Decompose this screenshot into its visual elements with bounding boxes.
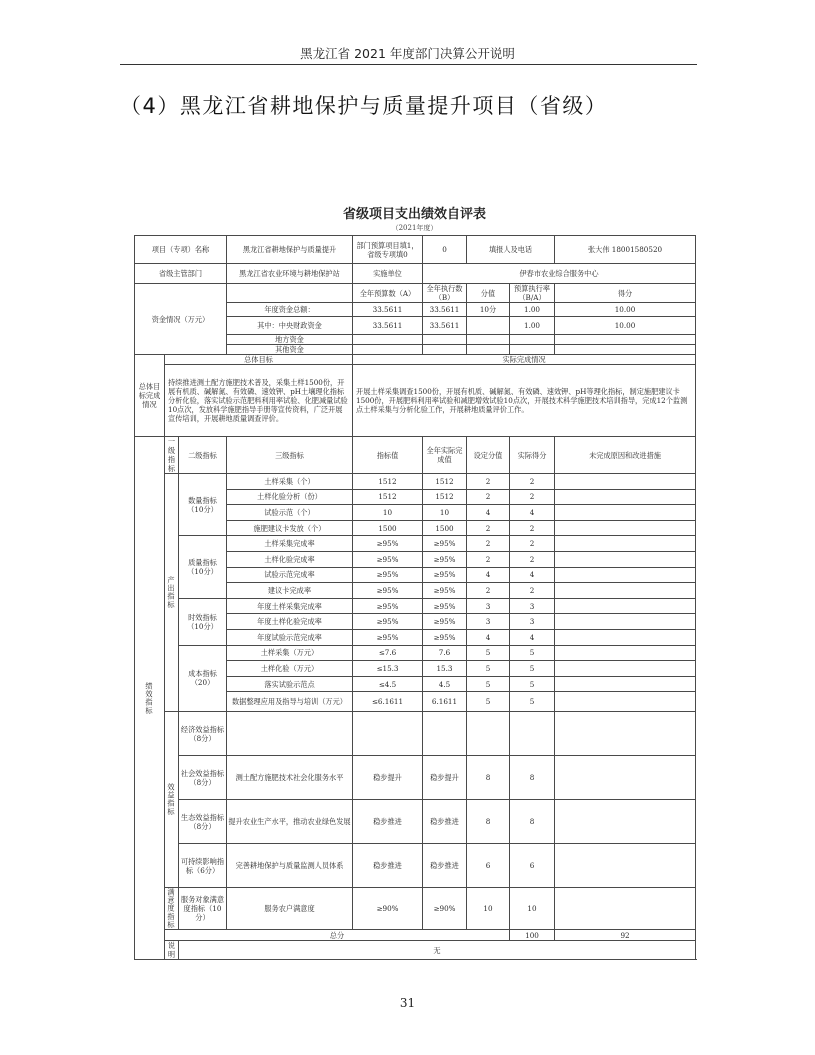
contact-value: 张大伟 18001580520 (555, 236, 696, 264)
indicator-reason (555, 583, 696, 599)
indicator-reason (555, 712, 696, 756)
indicator-actual: ≥95% (423, 598, 467, 614)
table-row (135, 844, 696, 888)
indicator-target: 1512 (353, 474, 423, 490)
indicator-target: 稳步提升 (353, 756, 423, 800)
funds-label: 资金情况（万元） (135, 284, 227, 355)
indicator-actual: 1512 (423, 474, 467, 490)
indicator-target: ≥95% (353, 536, 423, 552)
col-target: 指标值 (353, 437, 423, 474)
indicator-name: 土样采集完成率 (227, 536, 353, 552)
col-reason: 未完成原因和改进措施 (555, 437, 696, 474)
col-level1: 一级指标 (165, 437, 179, 474)
running-header: 黑龙江省 2021 年度部门决算公开说明 (300, 46, 515, 61)
performance-table (134, 235, 696, 960)
indicator-name: 土样采集（个） (227, 474, 353, 490)
notes-label: 说明 (165, 941, 179, 960)
fund-b: 33.5611 (423, 303, 467, 317)
indicator-target: ≤7.6 (353, 645, 423, 661)
indicator-name: 完善耕地保护与质量监测人员体系 (227, 844, 353, 888)
table-row (135, 365, 696, 437)
indicator-group: 质量指标（10分） (179, 536, 227, 598)
fund-score-value (467, 317, 510, 335)
indicator-score: 8 (510, 800, 555, 844)
indicator-actual: ≥95% (423, 551, 467, 567)
col-rate: 预算执行率（B/A） (510, 284, 555, 303)
indicator-target: ≥95% (353, 551, 423, 567)
fund-b: 33.5611 (423, 317, 467, 335)
table-row (135, 941, 696, 960)
col-level2: 二级指标 (179, 437, 227, 474)
table-row (135, 712, 696, 756)
fund-label: 地方资金 (227, 335, 353, 345)
indicator-target: ≥95% (353, 583, 423, 599)
indicator-reason (555, 692, 696, 712)
indicator-reason (555, 551, 696, 567)
indicator-score (510, 712, 555, 756)
indicator-score: 3 (510, 614, 555, 630)
indicator-reason (555, 520, 696, 536)
fund-a: 33.5611 (353, 317, 423, 335)
indicator-score: 5 (510, 661, 555, 677)
indicator-actual: ≥95% (423, 536, 467, 552)
indicator-weight: 2 (467, 489, 510, 505)
total-weight: 100 (510, 930, 555, 941)
table-row (135, 536, 696, 552)
indicator-score: 10 (510, 888, 555, 930)
indicator-reason (555, 614, 696, 630)
fund-rate: 1.00 (510, 303, 555, 317)
indicator-score: 5 (510, 645, 555, 661)
fund-rate: 1.00 (510, 317, 555, 335)
header-rule (120, 64, 697, 65)
fund-label: 其中：中央财政资金 (227, 317, 353, 335)
indicator-actual: 1500 (423, 520, 467, 536)
indicator-weight: 4 (467, 505, 510, 521)
indicator-target: 稳步推进 (353, 800, 423, 844)
indicator-weight: 3 (467, 598, 510, 614)
col-score: 得分 (555, 284, 696, 303)
fund-a (353, 345, 423, 355)
indicator-weight: 5 (467, 645, 510, 661)
dept-label: 省级主管部门 (135, 264, 227, 284)
indicator-score: 4 (510, 505, 555, 521)
fund-score-value (467, 335, 510, 345)
indicator-weight: 5 (467, 661, 510, 677)
col-score-value: 分值 (467, 284, 510, 303)
indicator-target (353, 712, 423, 756)
indicator-weight: 6 (467, 844, 510, 888)
indicator-group: 生态效益指标（8分） (179, 800, 227, 844)
fund-score-value: 10分 (467, 303, 510, 317)
indicator-target: 1500 (353, 520, 423, 536)
indicator-name: 试验示范（个） (227, 505, 353, 521)
indicator-group: 服务对象满意度指标（10分） (179, 888, 227, 930)
indicator-weight: 4 (467, 629, 510, 645)
table-row (135, 474, 696, 490)
contact-label: 填报人及电话 (467, 236, 555, 264)
indicator-group: 可持续影响指标（6分） (179, 844, 227, 888)
indicator-score: 4 (510, 567, 555, 583)
fund-score (555, 345, 696, 355)
indicator-weight: 5 (467, 676, 510, 692)
indicator-actual: 稳步推进 (423, 800, 467, 844)
col-weight: 设定分值 (467, 437, 510, 474)
indicator-weight: 5 (467, 692, 510, 712)
unit-label: 实施单位 (353, 264, 423, 284)
indicator-actual: ≥95% (423, 567, 467, 583)
table-row (135, 284, 696, 303)
indicator-reason (555, 888, 696, 930)
indicator-name: 落实试验示范点 (227, 676, 353, 692)
col-exec: 全年执行数（B） (423, 284, 467, 303)
indicator-reason (555, 800, 696, 844)
section-title: （4）黑龙江省耕地保护与质量提升项目（省级） (120, 94, 608, 118)
indicator-score: 2 (510, 583, 555, 599)
indicator-weight: 2 (467, 536, 510, 552)
actual-text: 开展土样采集调查1500份，开展有机质、碱解氮、有效磷、速效钾、pH等理化指标，制定施肥建议卡1500份，开展肥料利用率试验和减肥增效试验10点次，开展技术科学施肥技术培训指导，完成12个监测点土样采集与分析化验工作，开展耕地质量评价工作。 (353, 365, 696, 437)
indicator-name: 服务农户满意度 (227, 888, 353, 930)
indicator-weight: 8 (467, 800, 510, 844)
fund-b (423, 345, 467, 355)
indicator-target: ≤6.1611 (353, 692, 423, 712)
fund-b (423, 335, 467, 345)
total-label: 总分 (165, 930, 510, 941)
indicator-score: 2 (510, 551, 555, 567)
indicator-weight: 2 (467, 583, 510, 599)
indicator-weight: 2 (467, 551, 510, 567)
project-label: 项目（专项）名称 (135, 236, 227, 264)
code-value: 0 (423, 236, 467, 264)
fund-score-value (467, 345, 510, 355)
indicator-target: 稳步推进 (353, 844, 423, 888)
indicator-target: ≥95% (353, 629, 423, 645)
indicator-target: ≥95% (353, 598, 423, 614)
indicator-group: 时效指标（10分） (179, 598, 227, 645)
indicator-actual: 7.6 (423, 645, 467, 661)
page-number: 31 (399, 996, 416, 1010)
indicator-target: ≤4.5 (353, 676, 423, 692)
indicator-name: 土样化验分析（份） (227, 489, 353, 505)
indicator-weight: 2 (467, 520, 510, 536)
target-text: 持续推进测土配方施肥技术普及，采集土样1500份，开展有机质、碱解氮、有效磷、速效钾、pH土壤理化指标分析化验，落实试验示范肥料利用率试验、化肥减量试验10点次，发放科学施肥指导手册等宣传资料，广泛开展宣传培训，开展耕地质量调查评价。 (165, 365, 353, 437)
indicator-score: 3 (510, 598, 555, 614)
indicator-score: 2 (510, 489, 555, 505)
indicator-reason (555, 756, 696, 800)
indicator-name: 数据整理应用及指导与培训（万元） (227, 692, 353, 712)
indicator-target: ≤15.3 (353, 661, 423, 677)
indicator-score: 5 (510, 676, 555, 692)
indicator-reason (555, 844, 696, 888)
indicator-weight (467, 712, 510, 756)
indicator-reason (555, 645, 696, 661)
form-title: 省级项目支出绩效自评表 (342, 207, 486, 222)
fund-rate (510, 345, 555, 355)
table-row (135, 756, 696, 800)
indicator-reason (555, 474, 696, 490)
indicator-score: 5 (510, 692, 555, 712)
indicator-name: 提升农业生产水平，推动农业绿色发展 (227, 800, 353, 844)
indicator-name (227, 712, 353, 756)
fund-rate (510, 335, 555, 345)
notes-value: 无 (179, 941, 696, 960)
indicator-name: 测土配方施肥技术社会化服务水平 (227, 756, 353, 800)
indicator-name: 施肥建议卡发放（个） (227, 520, 353, 536)
indicator-reason (555, 661, 696, 677)
indicator-name: 试验示范完成率 (227, 567, 353, 583)
indicator-score: 6 (510, 844, 555, 888)
indicator-name: 年度土样化验完成率 (227, 614, 353, 630)
indicator-name: 年度试验示范完成率 (227, 629, 353, 645)
indicator-score: 2 (510, 474, 555, 490)
table-row (135, 800, 696, 844)
indicator-actual: 10 (423, 505, 467, 521)
indicator-actual (423, 712, 467, 756)
table-row (135, 598, 696, 614)
indicator-reason (555, 629, 696, 645)
total-score: 92 (555, 930, 696, 941)
indicator-actual: 15.3 (423, 661, 467, 677)
perf-label: 绩效指标 (135, 437, 165, 960)
col-budget: 全年预算数（A） (353, 284, 423, 303)
indicator-weight: 3 (467, 614, 510, 630)
indicator-target: ≥95% (353, 614, 423, 630)
indicator-target: 10 (353, 505, 423, 521)
table-row (135, 264, 696, 284)
indicator-reason (555, 536, 696, 552)
dept-value: 黑龙江省农业环境与耕地保护站 (227, 264, 353, 284)
indicator-weight: 8 (467, 756, 510, 800)
col-level3: 三级指标 (227, 437, 353, 474)
indicator-target: 1512 (353, 489, 423, 505)
goals-label: 总体目标完成情况 (135, 355, 165, 437)
indicator-weight: 2 (467, 474, 510, 490)
satisfaction-label: 满意度指标 (165, 888, 179, 930)
fund-a: 33.5611 (353, 303, 423, 317)
col-actual: 全年实际完成值 (423, 437, 467, 474)
indicator-target: ≥90% (353, 888, 423, 930)
indicator-weight: 10 (467, 888, 510, 930)
actual-header: 实际完成情况 (353, 355, 696, 365)
project-name: 黑龙江省耕地保护与质量提升 (227, 236, 353, 264)
indicator-score: 4 (510, 629, 555, 645)
indicator-group: 社会效益指标（8分） (179, 756, 227, 800)
output-label: 产出指标 (165, 474, 179, 712)
indicator-actual: 1512 (423, 489, 467, 505)
indicator-name: 土样化验完成率 (227, 551, 353, 567)
fund-score: 10.00 (555, 317, 696, 335)
indicator-actual: ≥95% (423, 629, 467, 645)
indicator-group: 数量指标（10分） (179, 474, 227, 536)
fund-label: 年度资金总额： (227, 303, 353, 317)
indicator-actual: 6.1611 (423, 692, 467, 712)
table-row (135, 236, 696, 264)
indicator-score: 8 (510, 756, 555, 800)
table-row (135, 888, 696, 930)
indicator-actual: 4.5 (423, 676, 467, 692)
fund-label: 其他资金 (227, 345, 353, 355)
indicator-reason (555, 489, 696, 505)
indicator-actual: ≥90% (423, 888, 467, 930)
indicator-name: 土样采集（万元） (227, 645, 353, 661)
indicator-group: 经济效益指标（8分） (179, 712, 227, 756)
indicator-actual: ≥95% (423, 583, 467, 599)
indicator-name: 土样化验（万元） (227, 661, 353, 677)
indicator-score: 2 (510, 520, 555, 536)
indicator-weight: 4 (467, 567, 510, 583)
table-row (135, 355, 696, 365)
indicator-reason (555, 567, 696, 583)
target-header: 总体目标 (165, 355, 353, 365)
table-row (135, 930, 696, 941)
unit-value: 伊春市农业综合服务中心 (423, 264, 696, 284)
table-row (135, 645, 696, 661)
scanned-form (134, 203, 695, 960)
indicator-score: 2 (510, 536, 555, 552)
funds-blank (227, 284, 353, 303)
indicator-name: 建议卡完成率 (227, 583, 353, 599)
indicator-reason (555, 676, 696, 692)
indicator-reason (555, 505, 696, 521)
benefit-label: 效益指标 (165, 712, 179, 888)
indicator-group: 成本指标（20） (179, 645, 227, 712)
perf-header-row (135, 437, 696, 474)
fund-score: 10.00 (555, 303, 696, 317)
indicator-actual: 稳步提升 (423, 756, 467, 800)
col-score: 实际得分 (510, 437, 555, 474)
indicator-actual: 稳步推进 (423, 844, 467, 888)
form-year: （2021年度） (391, 224, 438, 232)
indicator-target: ≥95% (353, 567, 423, 583)
indicator-reason (555, 598, 696, 614)
indicator-actual: ≥95% (423, 614, 467, 630)
fund-score (555, 335, 696, 345)
indicator-name: 年度土样采集完成率 (227, 598, 353, 614)
code-label: 部门预算项目填1，省级专项填0 (353, 236, 423, 264)
fund-a (353, 335, 423, 345)
